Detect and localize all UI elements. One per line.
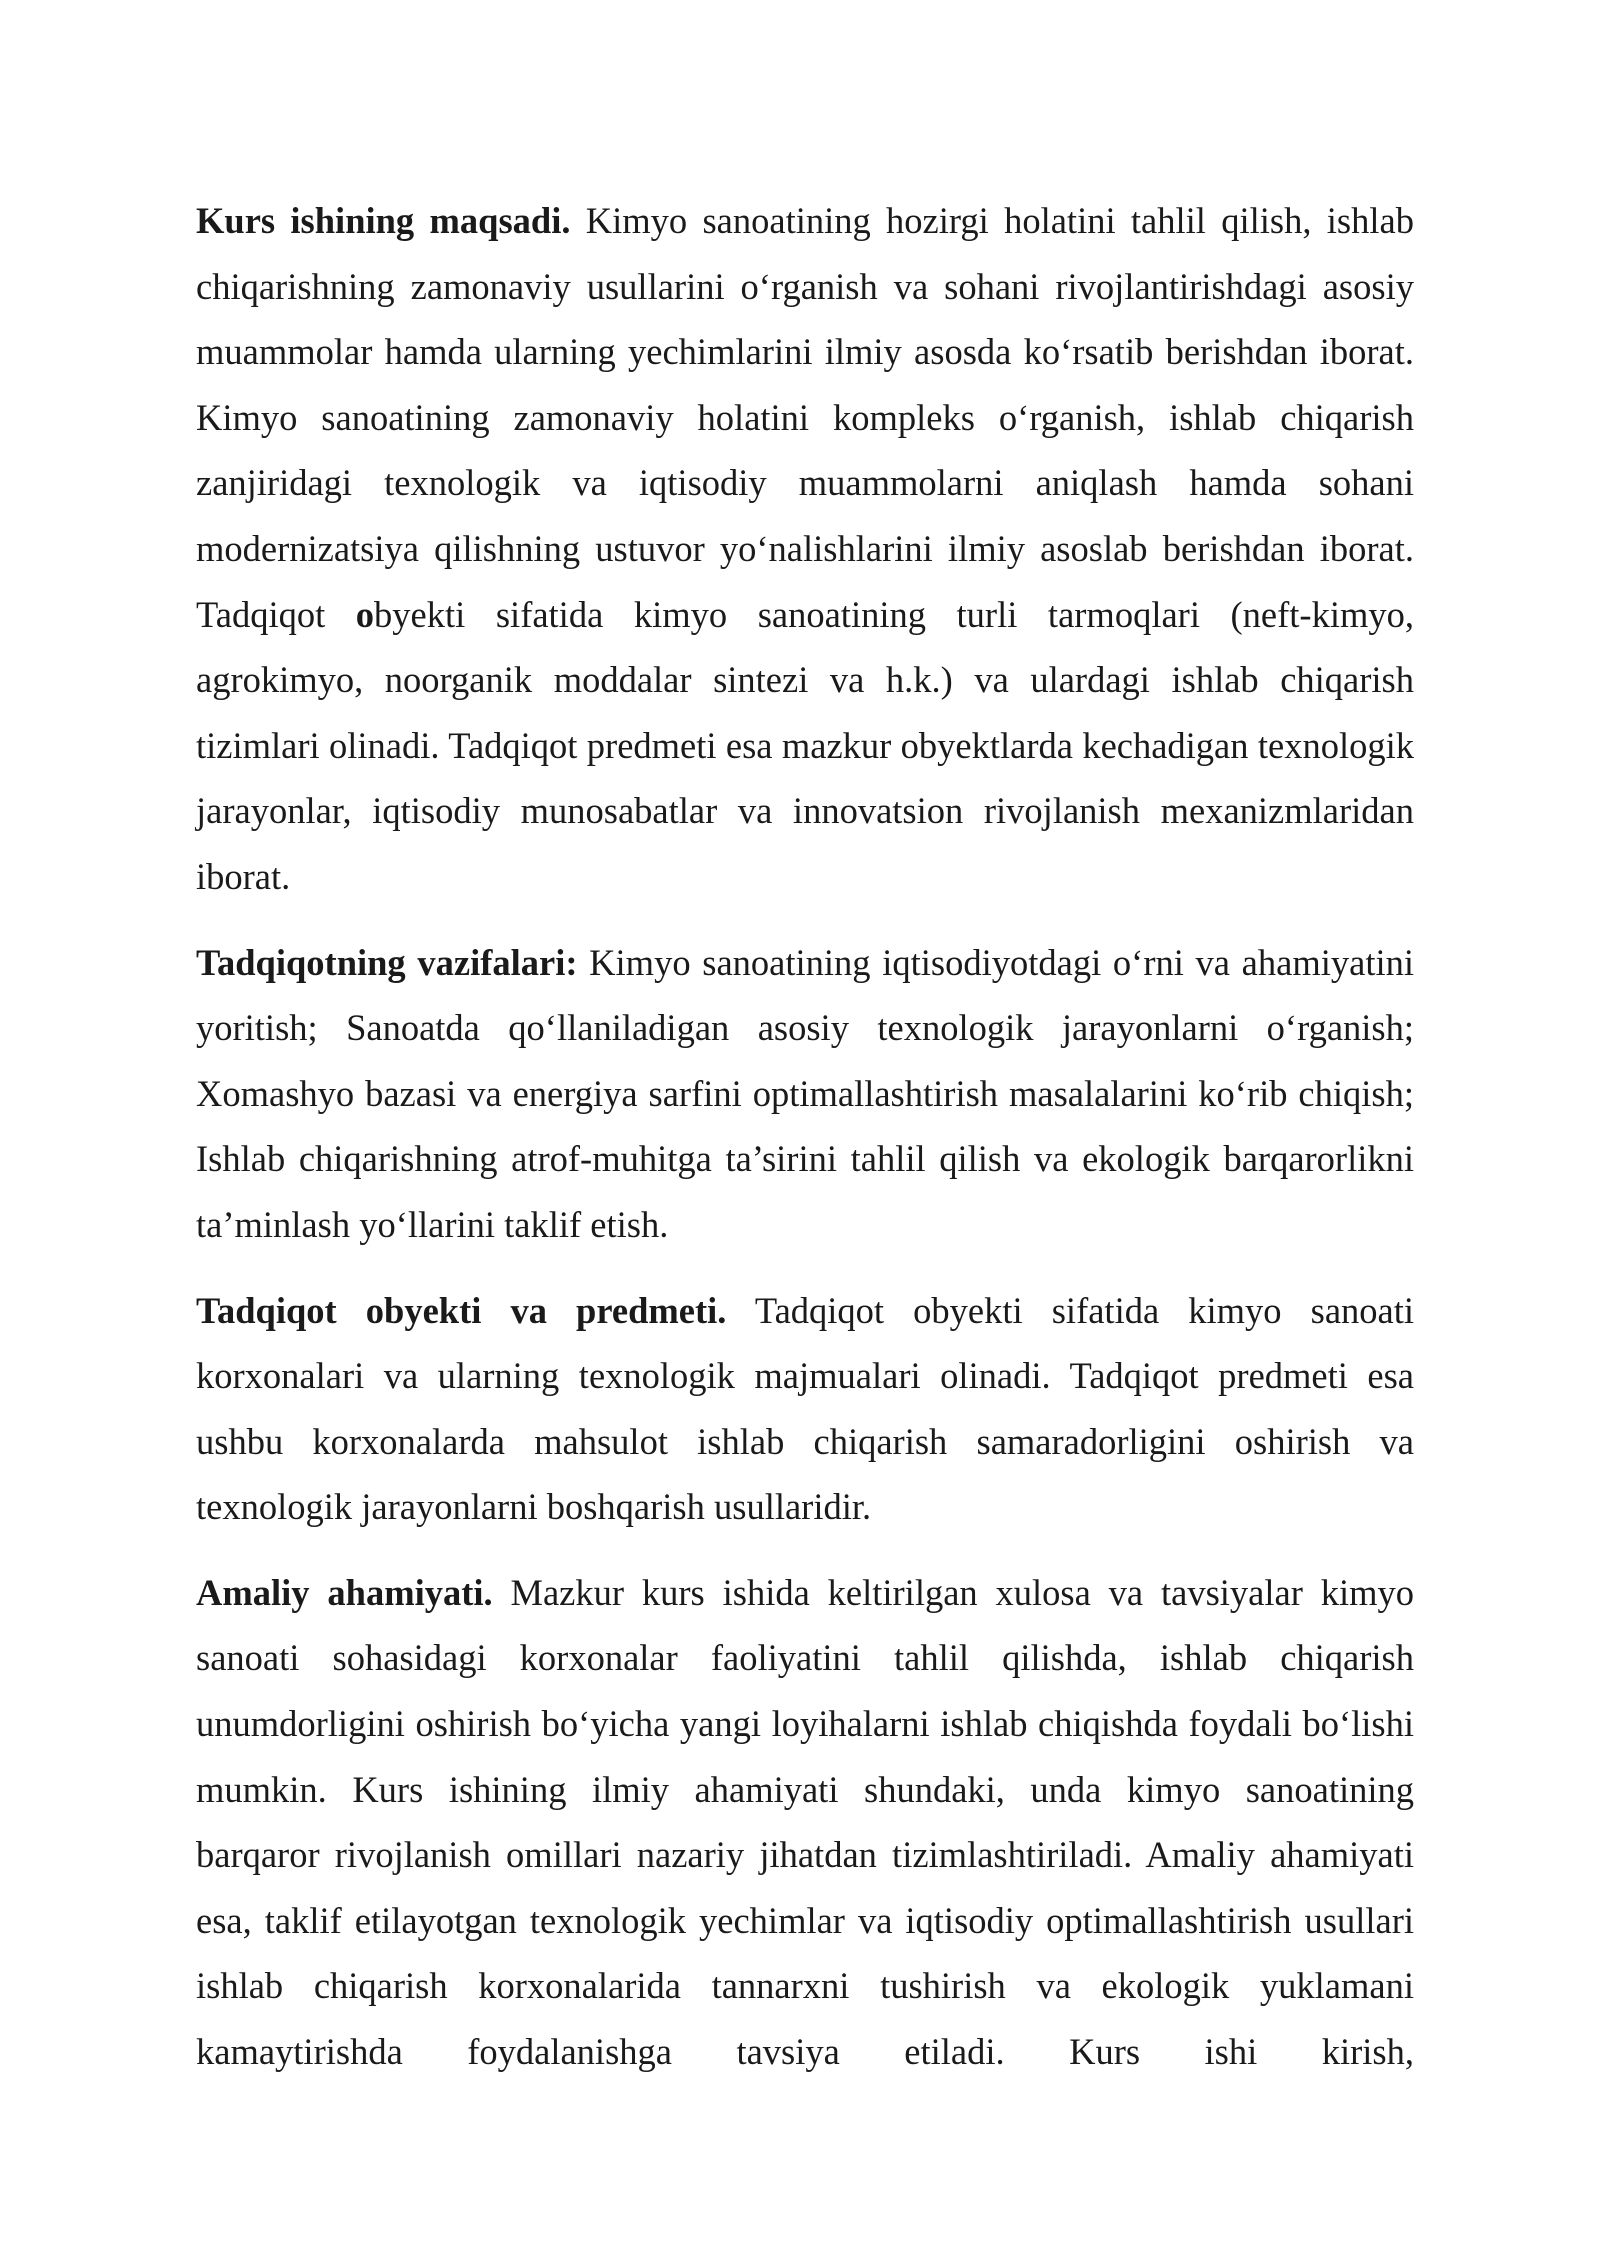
paragraph-text: Tadqiqot obyekti sifatida kimyo sanoati korxonalari va ularning texnologik majmualari olinadi. Tadqiqot predmeti esa ushbu korxonalarda mahsulot ishlab chiqarish samaradorligini oshirish va texnologik jarayonlarni boshqarish usullaridir. <box>196 1289 1415 1528</box>
document-page <box>196 188 1414 2105</box>
paragraph-heading-course-goal: Kurs ishining maqsadi. <box>196 200 571 241</box>
paragraph-research-tasks <box>196 930 1414 1258</box>
paragraph-heading-practical-significance: Amaliy ahamiyati. <box>196 1571 493 1613</box>
paragraph-text: byekti sifatida kimyo sanoatining turli tarmoqlari (neft-kimyo, agrokimyo, noorganik moddalar sintezi va h.k.) va ulardagi ishlab chiqarish tizimlari olinadi. Tadqiqot predmeti esa mazkur obyektlarda kechadigan texnologik jarayonlar, iqtisodiy munosabatlar va innovatsion rivojlanish mexanizmlaridan iborat. <box>196 593 1414 897</box>
paragraph-heading-research-object: Tadqiqot obyekti va predmeti. <box>196 1289 727 1331</box>
paragraph-research-object <box>196 1278 1414 1540</box>
bold-letter: o <box>355 593 375 635</box>
paragraph-text: Kimyo sanoatining hozirgi holatini tahlil qilish, ishlab chiqarishning zamonaviy usullarini o‘rganish va sohani rivojlantirishdagi asosiy muammolar hamda ularning yechimlarini ilmiy asosda ko‘rsatib berishdan iborat. Kimyo sanoatining zamonaviy holatini kompleks o‘rganish, ishlab chiqarish zanjiridagi texnologik va iqtisodiy muammolarni aniqlash hamda sohani modernizatsiya qilishning ustuvor yo‘nalishlarini ilmiy asoslab berishdan iborat. Tadqiqot <box>196 200 1414 635</box>
paragraph-course-goal <box>196 188 1414 910</box>
paragraph-text: Mazkur kurs ishida keltirilgan xulosa va tavsiyalar kimyo sanoati sohasidagi korxonalar faoliyatini tahlil qilishda, ishlab chiqarish unumdorligini oshirish bo‘yicha yangi loyihalarni ishlab chiqishda foydali bo‘lishi mumkin. Kurs ishining ilmiy ahamiyati shundaki, unda kimyo sanoatining barqaror rivojlanish omillari nazariy jihatdan tizimlashtiriladi. Amaliy ahamiyati esa, taklif etilayotgan texnologik yechimlar va iqtisodiy optimallashtirish usullari ishlab chiqarish korxonalarida tannarxni tushirish va ekologik yuklamani kamaytirishda foydalanishga tavsiya etiladi. Kurs ishi kirish, <box>196 1571 1414 2073</box>
paragraph-heading-research-tasks: Tadqiqotning vazifalari: <box>196 941 578 983</box>
paragraph-text: Kimyo sanoatining iqtisodiyotdagi o‘rni va ahamiyatini yoritish; Sanoatda qo‘llaniladigan asosiy texnologik jarayonlarni o‘rganish; Xomashyo bazasi va energiya sarfini optimallashtirish masalalarini ko‘rib chiqish; Ishlab chiqarishning atrof-muhitga ta’sirini tahlil qilish va ekologik barqarorlikni ta’minlash yo‘llarini taklif etish. <box>196 941 1414 1245</box>
paragraph-practical-significance <box>196 1560 1414 2085</box>
